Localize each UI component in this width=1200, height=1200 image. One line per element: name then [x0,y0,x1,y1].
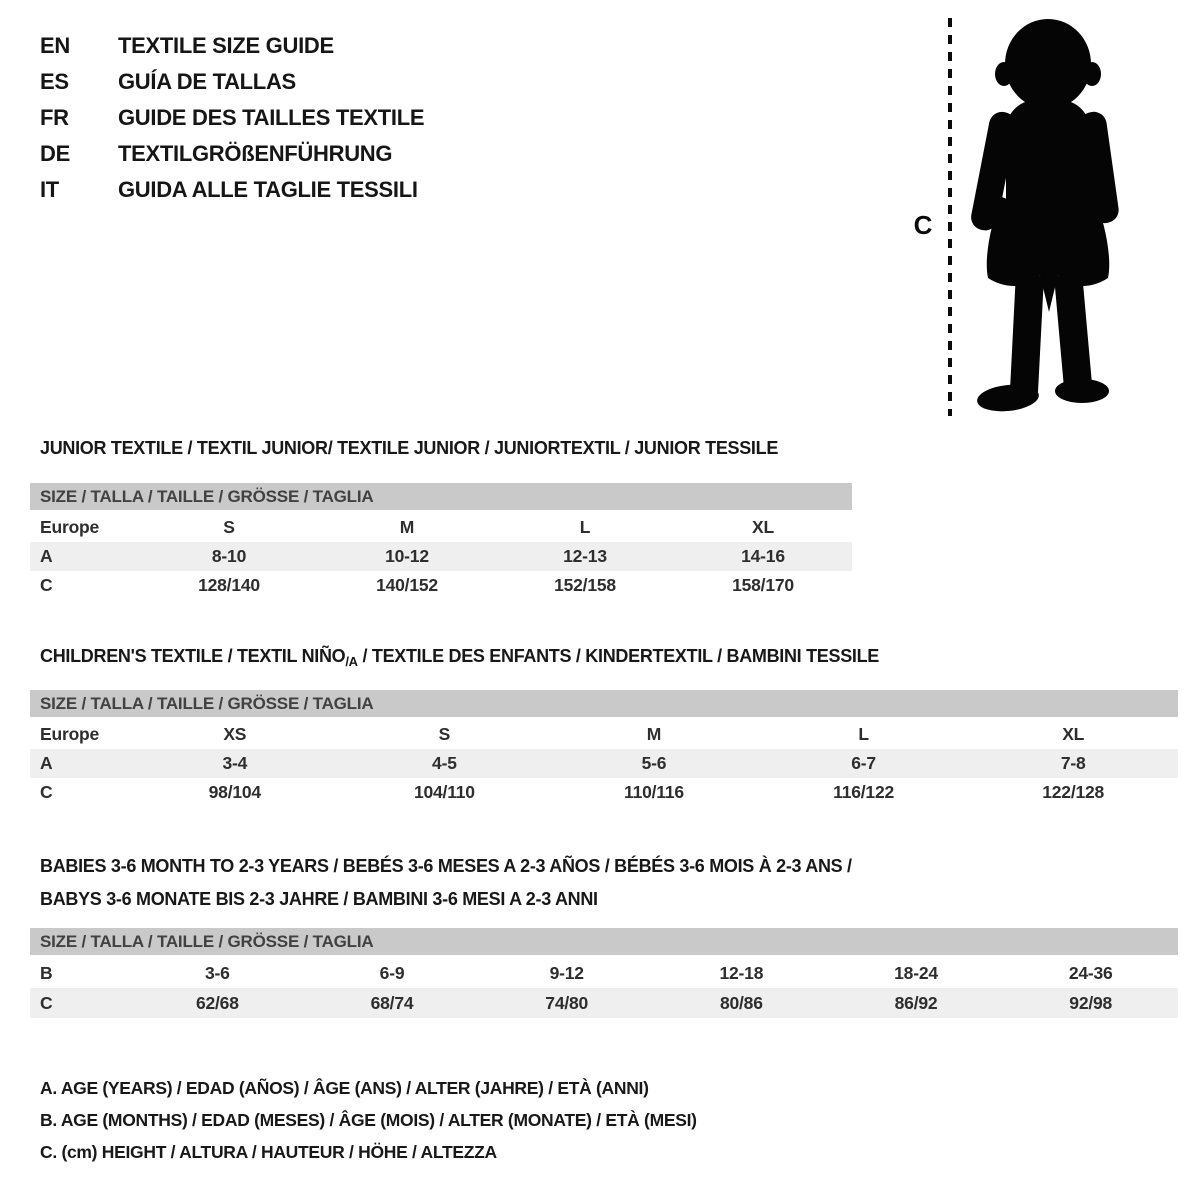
junior-table [30,513,852,600]
lang-row-it [40,172,424,208]
height-cell: 122/128 [1042,782,1105,802]
junior-textile-section [30,437,852,600]
age-cell: 7-8 [1060,753,1086,773]
size-cell: XL [752,517,774,537]
months-cell: 3-6 [204,963,230,983]
months-cell: 6-9 [379,963,405,983]
table-row-europe [30,513,852,542]
height-cell: 80/86 [719,993,763,1013]
height-cell: 98/104 [208,782,261,802]
size-cell: M [646,724,662,744]
height-cell: 86/92 [894,993,938,1013]
babies-table [30,958,1178,1018]
lang-row-de [40,136,424,172]
height-cell: 74/80 [545,993,589,1013]
table-row-height [30,988,1178,1018]
months-cell: 24-36 [1068,963,1113,983]
size-cell: L [858,724,869,744]
months-cell: 18-24 [894,963,938,983]
heading-subscript: /A [345,654,358,669]
babies-size-header: SIZE / TALLA / TAILLE / GRÖSSE / TAGLIA [30,928,1178,955]
measurement-legend [40,1072,697,1168]
height-cell: 62/68 [195,993,239,1013]
heading-text: CHILDREN'S TEXTILE / TEXTIL NIÑO [40,646,346,666]
age-cell: 4-5 [432,753,457,773]
legend-age-years: A. AGE (YEARS) / EDAD (AÑOS) / ÂGE (ANS) / ALTER (JAHRE) / ETÀ (ANNI) [40,1078,649,1098]
row-label: C [40,993,53,1013]
height-cell: 68/74 [370,993,414,1013]
size-cell: S [223,517,235,537]
toddler-silhouette [960,12,1136,416]
row-label: A [40,546,53,566]
size-cell: S [438,724,451,744]
lang-code: FR [40,105,69,130]
children-size-header: SIZE / TALLA / TAILLE / GRÖSSE / TAGLIA [30,690,1178,717]
guide-title-it: GUIDA ALLE TAGLIE TESSILI [118,177,418,202]
lang-row-en [40,28,424,64]
guide-title-de: TEXTILGRÖßENFÜHRUNG [118,141,393,166]
children-textile-section [30,645,1178,807]
lang-row-fr [40,100,424,136]
lang-code: ES [40,69,69,94]
height-cell: 140/152 [376,575,438,595]
table-row-age [30,542,852,571]
guide-title-en: TEXTILE SIZE GUIDE [118,33,334,58]
height-cell: 104/110 [413,782,475,802]
height-cell: 110/116 [624,782,684,802]
legend-height-cm: C. (cm) HEIGHT / ALTURA / HAUTEUR / HÖHE / ALTEZZA [40,1142,497,1162]
lang-code: IT [40,177,59,202]
table-row-height [30,571,852,600]
table-row-months [30,958,1178,988]
row-label: Europe [40,724,100,744]
height-cell: 92/98 [1069,993,1113,1013]
heading-text: / TEXTILE DES ENFANTS / KINDERTEXTIL / BAMBINI TESSILE [357,646,879,666]
months-cell: 9-12 [549,963,584,983]
babies-section-heading-line1: BABIES 3-6 MONTH TO 2-3 YEARS / BEBÉS 3-6 MESES A 2-3 AÑOS / BÉBÉS 3-6 MOIS À 2-3 ANS / [40,856,852,876]
junior-size-header: SIZE / TALLA / TAILLE / GRÖSSE / TAGLIA [30,483,852,510]
height-cell: 158/170 [732,575,794,595]
babies-section-heading-line2: BABYS 3-6 MONATE BIS 2-3 JAHRE / BAMBINI 3-6 MESI A 2-3 ANNI [40,889,598,909]
row-label: A [40,753,53,773]
lang-code: EN [40,33,70,58]
height-measure-dashed-line [948,18,952,416]
lang-code: DE [40,141,70,166]
age-cell: 8-10 [211,546,247,566]
size-cell: L [579,517,591,537]
height-cell: 152/158 [554,575,616,595]
height-measure-label: C [913,210,933,240]
age-cell: 14-16 [741,546,785,566]
size-cell: XL [1062,724,1085,744]
children-section-heading [30,645,1178,667]
row-label: C [40,782,53,802]
age-cell: 6-7 [851,753,876,773]
age-cell: 10-12 [385,546,429,566]
size-cell: M [399,517,415,537]
lang-row-es [40,64,424,100]
age-cell: 3-4 [222,753,248,773]
age-cell: 5-6 [641,753,667,773]
table-row-age [30,749,1178,778]
age-cell: 12-13 [563,546,607,566]
height-cell: 116/122 [833,782,895,802]
height-cell: 128/140 [198,575,260,595]
language-title-list [40,28,424,208]
months-cell: 12-18 [719,963,764,983]
legend-age-months: B. AGE (MONTHS) / EDAD (MESES) / ÂGE (MOIS) / ALTER (MONATE) / ETÀ (MESI) [40,1110,697,1130]
row-label: Europe [40,517,100,537]
children-table [30,720,1178,807]
table-row-europe [30,720,1178,749]
table-row-height [30,778,1178,807]
row-label: B [40,963,53,983]
row-label: C [40,575,53,595]
babies-textile-section [30,850,1178,1018]
size-cell: XS [223,724,247,744]
junior-section-heading: JUNIOR TEXTILE / TEXTIL JUNIOR/ TEXTILE JUNIOR / JUNIORTEXTIL / JUNIOR TESSILE [40,438,779,458]
guide-title-fr: GUIDE DES TAILLES TEXTILE [118,105,425,130]
guide-title-es: GUÍA DE TALLAS [118,69,296,94]
